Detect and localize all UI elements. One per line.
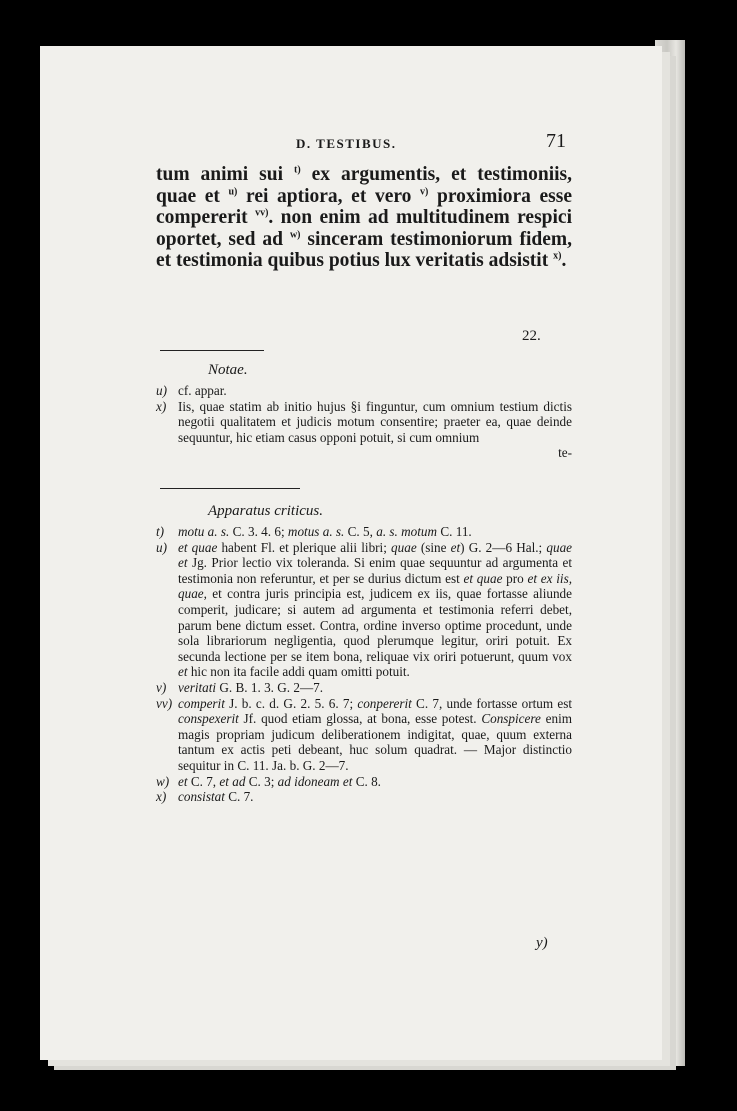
apparatus-list [156, 524, 572, 805]
note-marker: v) [156, 679, 167, 695]
note-marker: u) [156, 383, 167, 398]
divider-rule [160, 488, 300, 489]
notae-heading: Notae. [208, 362, 248, 378]
note-text: consistat C. 7. [178, 789, 254, 805]
main-paragraph: tum animi sui $^{t)}$ ex argumentis, et testimoniis, quae et $^{u)}$ rei aptiora, et vero $^{v)}$ proximiora esse compererit $^{vv)}$. non enim ad multitudinem respici oportet, sed ad $^{w)}$ sinceram testimoniorum fidem, et testimonia quibus potius lux veritatis adsistit $^{x)}$. [156, 164, 573, 271]
note-marker: vv) [156, 695, 173, 711]
note-continuation: te- [558, 445, 572, 461]
note-item [156, 399, 572, 446]
apparatus-heading: Apparatus criticus. [208, 503, 323, 519]
note-text: Iis, quae statim ab initio hujus §i finguntur, cum omnium testium dictis negotii qualitatem et judicis motum consentire; praeter ea, quae deinde sequuntur, hic etiam casus opponi potuit, si cum omnium [178, 398, 572, 445]
notae-list [156, 383, 572, 461]
divider-rule [160, 350, 264, 351]
note-marker: x) [156, 398, 167, 414]
note-text: cf. appar. [178, 383, 227, 398]
main-text [156, 164, 572, 272]
section-number: 22. [522, 328, 541, 344]
catchword: y) [536, 935, 548, 951]
book-page [40, 46, 662, 1060]
note-text: veritati G. B. 1. 3. G. 2—7. [178, 679, 324, 695]
note-marker: u) [156, 539, 167, 555]
note-item [156, 789, 572, 805]
note-item [156, 540, 572, 680]
note-item [156, 524, 572, 540]
running-title: D. TESTIBUS. [296, 136, 397, 151]
note-text: et quae habent Fl. et plerique alii libri; quae (sine et) G. 2—6 Hal.; quae et Jg. Prior lectio vix toleranda. Si enim quae sequuntur ad argumenta et testimonia non referuntur, et per se durius dictum est et quae pro et ex iis, quae, et contra juris principia est, judicem ex iis, quae fortasse aliunde comperit, judicare; si autem ad argumenta et testimonia referri debet, parum bene dictum esset. Contra, ordine inverso optime procedunt, unde sola librariorum negligentia, quod plerumque legitur, oriri potuit. Ex secunda lectione per se item bona, reliquae vix oriri potuerunt, quum vox et hic non ita facile addi quam omitti potuit. [178, 539, 573, 680]
page-number: 71 [546, 130, 566, 152]
note-item [156, 696, 572, 774]
note-item [156, 383, 572, 399]
note-item [156, 774, 572, 790]
note-text: comperit J. b. c. d. G. 2. 5. 6. 7; conpererit C. 7, unde fortasse ortum est conspexerit Jf. quod etiam glossa, at bona, esse potest. Conspicere enim magis propriam judicum deliberationem indigitat, quae, quum externa tantum ex actis peti debeant, huc solum quadrat. — Major distinctio sequitur in C. 11. Ja. b. G. 2—7. [178, 695, 572, 773]
note-text: et C. 7, et ad C. 3; ad idoneam et C. 8. [178, 773, 381, 789]
note-marker: x) [156, 789, 167, 805]
note-marker: w) [156, 773, 170, 789]
note-marker: t) [156, 524, 165, 539]
note-item [156, 680, 572, 696]
note-text: motu a. s. C. 3. 4. 6; motus a. s. C. 5, a. s. motum C. 11. [178, 524, 472, 539]
